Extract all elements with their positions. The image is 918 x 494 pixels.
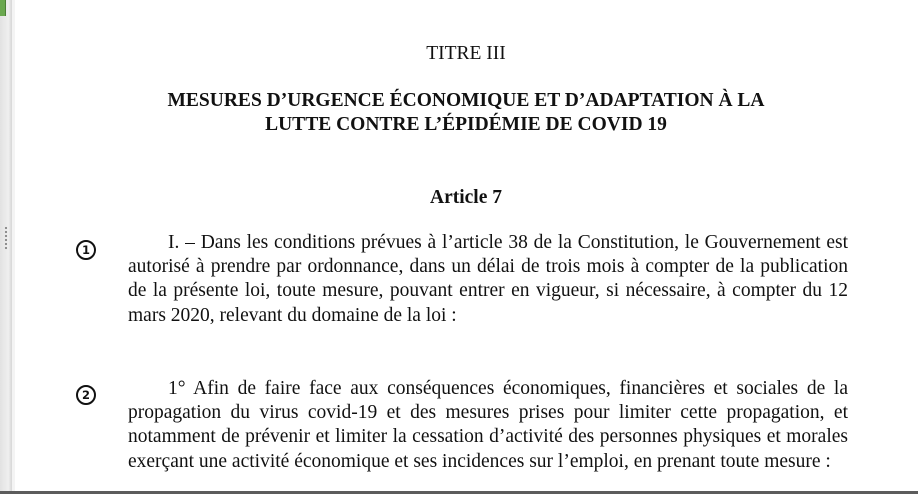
document-page	[14, 0, 918, 491]
paragraph-1-text: I. – Dans les conditions prévues à l’article 38 de la Constitution, le Gouvernement est autorisé à prendre par ordonnance, dans un délai de trois mois à compter de la publication de la présente loi, toute mesure, pouvant entrer en vigueur, si nécessaire, à compter du 12 mars 2020, relevant du domaine de la loi :	[128, 232, 848, 326]
paragraph-1	[128, 231, 848, 328]
titre-heading: TITRE III	[426, 43, 506, 64]
section-heading-line-1: MESURES D’URGENCE ÉCONOMIQUE ET D’ADAPTATION À LA	[167, 90, 765, 111]
section-heading	[14, 89, 918, 137]
alinea-number-icon-1: 1	[76, 240, 96, 260]
panel-tab-marker[interactable]	[0, 0, 6, 16]
panel-resize-grip-icon[interactable]	[4, 226, 8, 250]
article-heading: Article 7	[429, 187, 502, 208]
section-heading-line-2: LUTTE CONTRE L’ÉPIDÉMIE DE COVID 19	[265, 114, 667, 135]
paragraph-2	[128, 377, 848, 474]
paragraph-2-text: 1° Afin de faire face aux conséquences économiques, financières et sociales de la propagation du virus covid-19 et des mesures prises pour limiter cette propagation, et notamment de prévenir et limiter la cessation d’activité des personnes physiques et morales exerçant une activité économique et ses incidences sur l’emploi, en prenant toute mesure :	[128, 378, 848, 472]
alinea-number-icon-2: 2	[76, 385, 96, 405]
